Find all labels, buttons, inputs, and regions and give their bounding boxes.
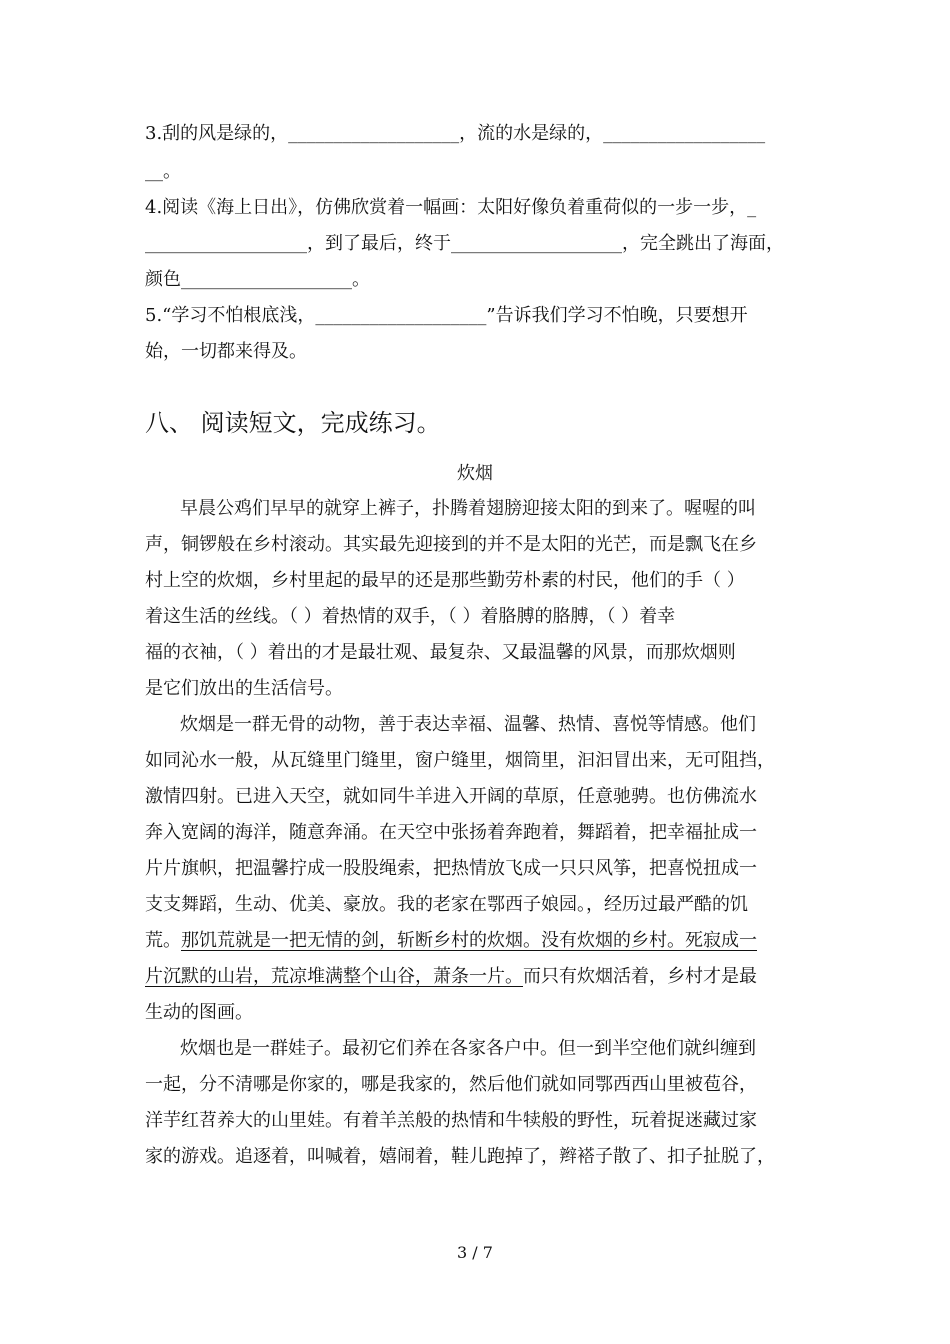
article-line: 片片旗帜，把温馨拧成一股股绳索，把热情放飞成一只只风筝，把喜悦扭成一 (145, 858, 757, 879)
fill-in-line-4c: 颜色___________________。 (145, 269, 370, 290)
article-line: 村上空的炊烟，乡村里起的最早的还是那些勤劳朴素的村民，他们的手（ ） (145, 570, 745, 591)
article-line: 是它们放出的生活信号。 (145, 678, 343, 699)
fill-in-line-3b: __。 (145, 161, 181, 182)
article-line: 炊烟也是一群娃子。最初它们养在各家各户中。但一到半空他们就纠缠到 (180, 1038, 756, 1059)
article-line (145, 965, 815, 989)
article-title: 炊烟 (457, 463, 493, 484)
article-text: 荒。 (145, 930, 181, 951)
fill-in-line-4b: __________________，到了最后，终于___________________，完全跳出了海面， (145, 233, 784, 254)
article-line: 一起，分不清哪是你家的，哪是我家的，然后他们就如同鄂西西山里被苞谷， (145, 1074, 757, 1095)
article-text: 而只有炊烟活着，乡村才是最 (523, 966, 757, 987)
article-line (145, 929, 815, 953)
page-number: 3 / 7 (457, 1243, 493, 1262)
article-line: 如同沁水一般，从瓦缝里门缝里，窗户缝里，烟筒里，汩汩冒出来，无可阻挡， (145, 750, 775, 771)
article-line: 炊烟是一群无骨的动物，善于表达幸福、温馨、热情、喜悦等情感。他们 (180, 714, 756, 735)
section-heading: 八、 阅读短文，完成练习。 (145, 409, 441, 437)
article-line: 支支舞蹈，生动、优美、豪放。我的老家在鄂西子娘园。，经历过最严酷的饥 (145, 894, 748, 915)
article-line: 声，铜锣般在乡村滚动。其实最先迎接到的并不是太阳的光芒，而是飘飞在乡 (145, 534, 757, 555)
fill-in-line-4a: 4.阅读《海上日出》，仿佛欣赏着一幅画：太阳好像负着重荷似的一步一步，_ (145, 197, 757, 218)
article-line: 激情四射。已进入天空，就如同牛羊进入开阔的草原，任意驰骋。也仿佛流水 (145, 786, 757, 807)
underlined-sentence: 那饥荒就是一把无情的剑，斩断乡村的炊烟。没有炊烟的乡村。死寂成一 (181, 930, 757, 951)
article-line: 生动的图画。 (145, 1002, 253, 1023)
article-line: 洋芋红苕养大的山里娃。有着羊羔般的热情和牛犊般的野性，玩着捉迷藏过家 (145, 1110, 757, 1131)
article-line: 福的衣袖，（ ）着出的才是最壮观、最复杂、又最温馨的风景，而那炊烟则 (145, 642, 736, 663)
fill-in-line-5a: 5.“学习不怕根底浅，___________________”告诉我们学习不怕晚，只要想开 (145, 305, 748, 326)
article-line: 家的游戏。追逐着，叫喊着，嬉闹着，鞋儿跑掉了，辫褡子散了、扣子扯脱了， (145, 1146, 775, 1167)
article-line: 着这生活的丝线。（ ）着热情的双手，（ ）着胳膊的胳膊，（ ）着幸 (145, 606, 676, 627)
fill-in-line-5b: 始，一切都来得及。 (145, 341, 307, 362)
article-line: 奔入宽阔的海洋，随意奔涌。在天空中张扬着奔跑着，舞蹈着，把幸福扯成一 (145, 822, 757, 843)
article-line: 早晨公鸡们早早的就穿上裤子，扑腾着翅膀迎接太阳的到来了。喔喔的叫 (180, 498, 756, 519)
fill-in-line-3a: 3.刮的风是绿的，___________________，流的水是绿的，__________________ (145, 123, 766, 144)
underlined-sentence: 片沉默的山岩，荒凉堆满整个山谷，萧条一片。 (145, 966, 523, 987)
